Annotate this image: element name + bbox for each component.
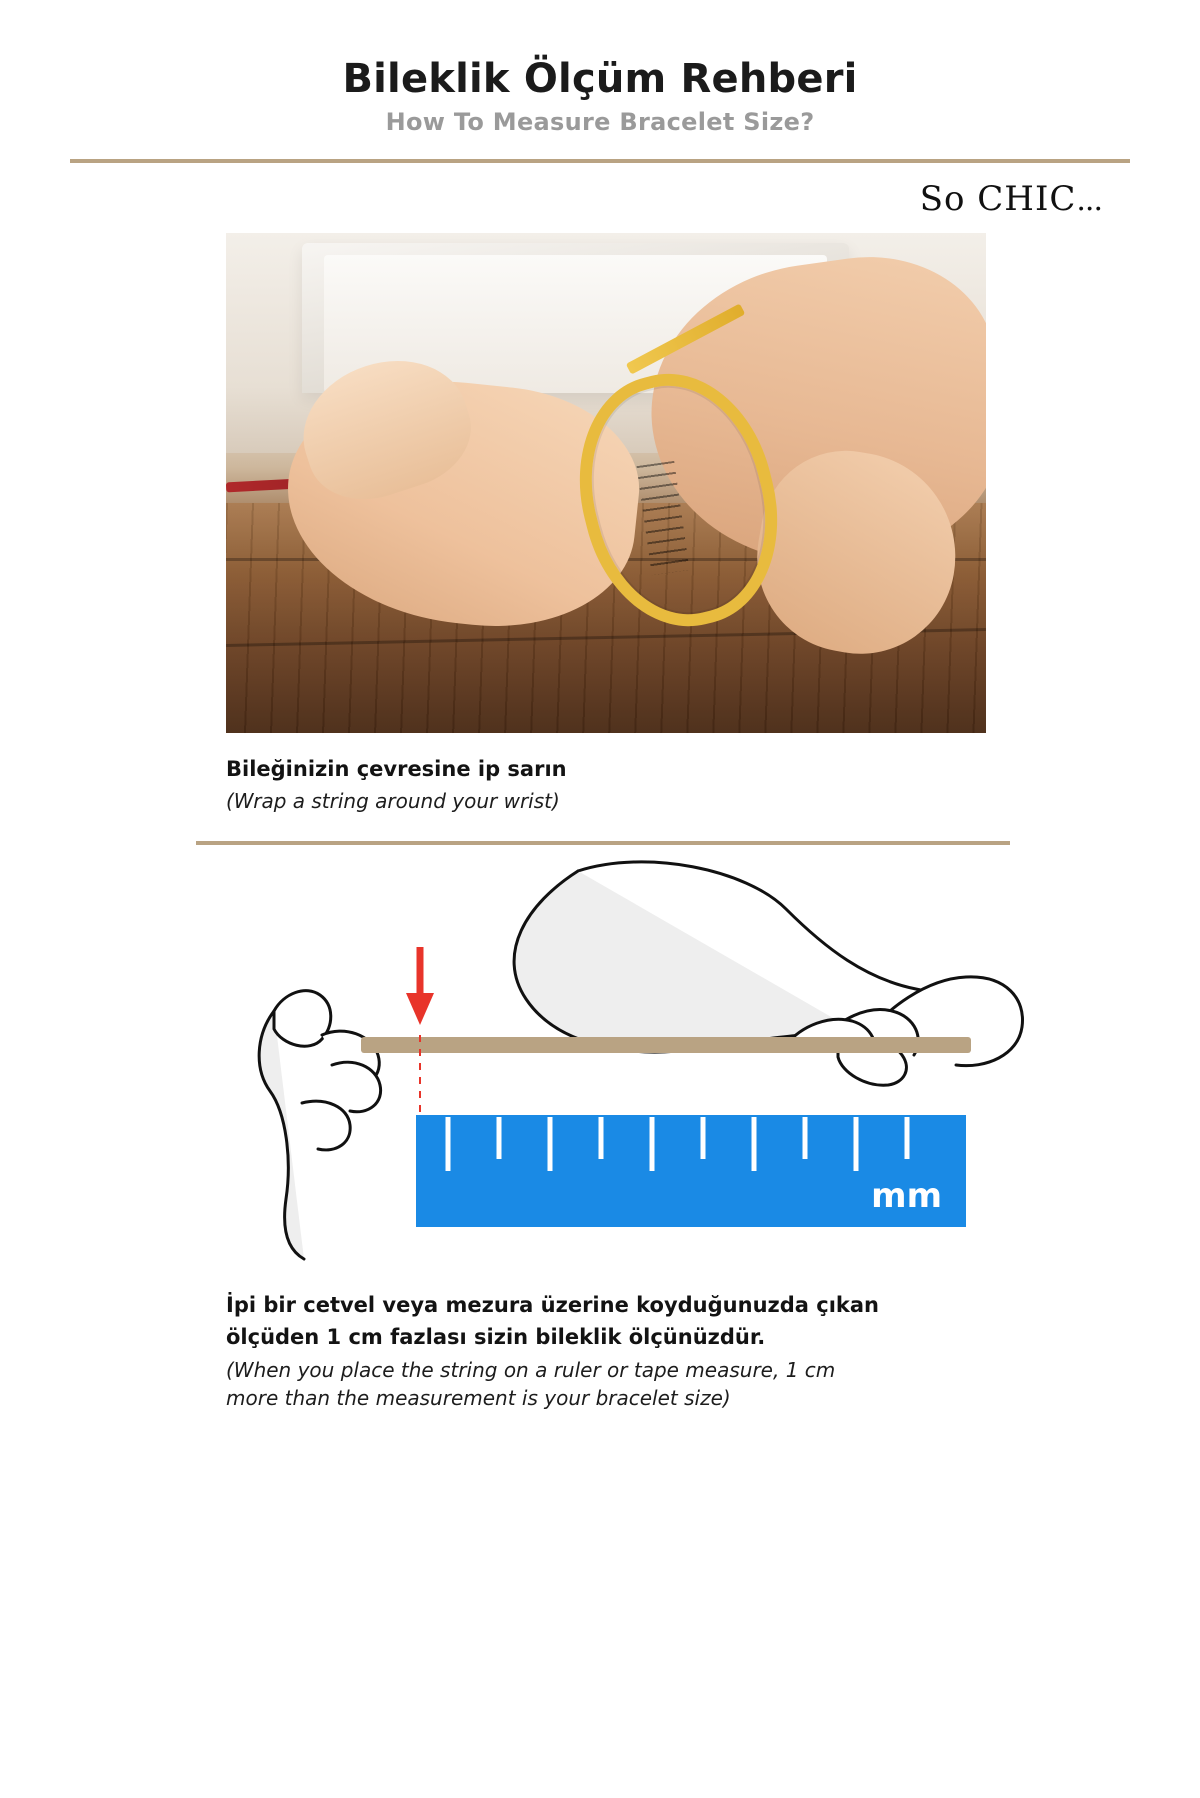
brand-name: So CHIC bbox=[919, 178, 1077, 219]
ruler-unit-label: mm bbox=[871, 1176, 942, 1217]
guide-page bbox=[70, 0, 1130, 1412]
ruler-diagram-svg bbox=[226, 859, 1056, 1279]
step-2 bbox=[70, 859, 1130, 1412]
page-subtitle: How To Measure Bracelet Size? bbox=[385, 108, 815, 136]
step-2-caption-en-line1: (When you place the string on a ruler or tape measure, 1 cm bbox=[226, 1357, 836, 1382]
step-1 bbox=[70, 233, 1130, 815]
step-1-caption-tr: Bileğinizin çevresine ip sarın bbox=[226, 756, 567, 781]
section-divider bbox=[196, 841, 1010, 845]
ruler bbox=[416, 1115, 966, 1227]
step-2-caption-tr-line2: ölçüden 1 cm fazlası sizin bileklik ölçünüzdür. bbox=[226, 1325, 766, 1350]
string-bar bbox=[361, 1037, 971, 1053]
wrist-measuring-photo bbox=[226, 233, 986, 733]
step-2-caption-en-line2: more than the measurement is your bracelet size) bbox=[226, 1385, 731, 1410]
brand-logo bbox=[920, 179, 1102, 219]
brand-suffix: ... bbox=[1076, 182, 1102, 218]
left-hand-icon bbox=[259, 991, 380, 1259]
step-2-caption bbox=[226, 1291, 1016, 1412]
step-1-caption bbox=[226, 755, 1026, 815]
brand-row bbox=[70, 163, 1130, 219]
string-on-ruler-illustration bbox=[226, 859, 1056, 1279]
measure-arrow-icon bbox=[406, 947, 434, 1025]
page-title: Bileklik Ölçüm Rehberi bbox=[342, 56, 858, 102]
step-1-image-wrap bbox=[226, 233, 986, 733]
step-1-caption-en: (Wrap a string around your wrist) bbox=[226, 789, 560, 814]
step-2-caption-tr-line1: İpi bir cetvel veya mezura üzerine koyduğunuzda çıkan bbox=[226, 1293, 879, 1318]
